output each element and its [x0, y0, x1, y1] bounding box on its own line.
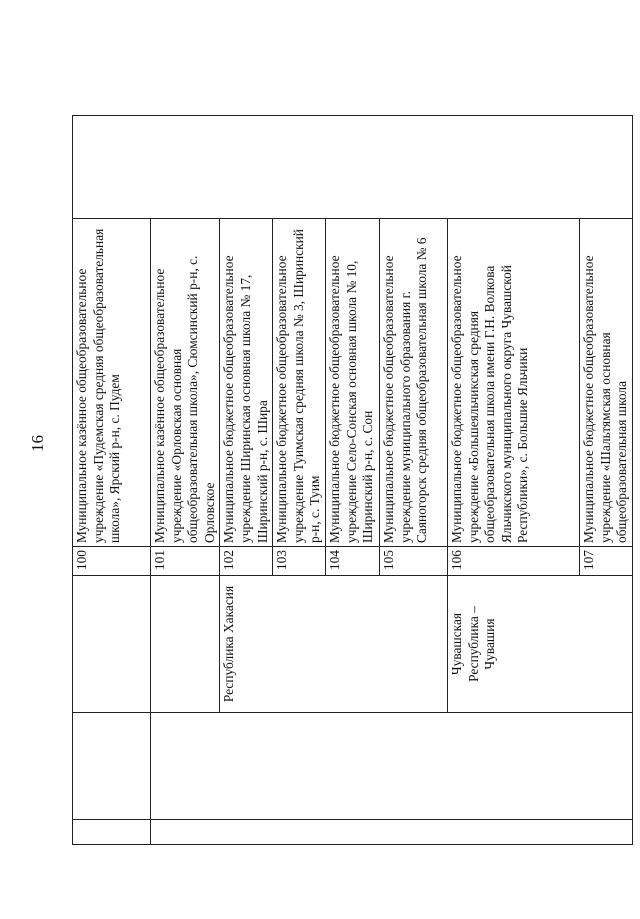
row-number: 102: [220, 547, 273, 576]
school-name: Муниципальное бюджетное общеобразовательное учреждение «Большеяльчикская средняя общеобразовательная школа имени Г.Н. Волкова Яльчикского муниципального округа Чувашской Республики», с. Большие Яльчики: [447, 219, 579, 547]
region-cell-prev: [151, 576, 220, 713]
region-cell-prev: [73, 576, 151, 713]
page-number: 16: [28, 435, 47, 452]
row-number: 107: [579, 547, 632, 576]
school-name: Муниципальное казённое общеобразовательное учреждение «Орловская основная общеобразовательная школа», Сюмсинский р-н, с. Орловское: [151, 219, 220, 547]
rotated-table-area: [72, 115, 630, 845]
school-name: Муниципальное бюджетное общеобразовательное учреждение Ширинская основная школа № 17, Ширинский р-н, с. Шира: [220, 219, 273, 547]
school-name: Муниципальное казённое общеобразовательное учреждение «Пудемская средняя общеобразовательная школа», Ярский р-н, с. Пудем: [73, 219, 151, 547]
row-number: 103: [273, 547, 326, 576]
school-name: Муниципальное бюджетное общеобразовательное учреждение муниципального образования г. Саяногорск средняя общеобразовательная школа № 6: [379, 219, 447, 547]
region-chuvashia: Чувашская Республика – Чувашия: [447, 576, 632, 713]
blank-cell: [73, 820, 151, 845]
blank-cell: [73, 116, 633, 219]
blank-cell: [73, 713, 151, 820]
region-khakassia: Республика Хакасия: [220, 576, 448, 713]
row-number: 104: [325, 547, 379, 576]
schools-table: [72, 115, 633, 845]
blank-cell: [151, 713, 633, 820]
school-name: Муниципальное бюджетное общеобразовательное учреждение «Шальтямская основная общеобразовательная школа: [579, 219, 632, 547]
row-number: 106: [447, 547, 579, 576]
table-row: [73, 116, 151, 845]
row-number: 101: [151, 547, 220, 576]
school-name: Муниципальное бюджетное общеобразовательное учреждение Село-Сонская основная школа № 10, Ширинский р-н, с. Сон: [325, 219, 379, 547]
row-number: 100: [73, 547, 151, 576]
row-number: 105: [379, 547, 447, 576]
school-name: Муниципальное бюджетное общеобразовательное учреждение Туимская средняя школа № 3, Ширинский р-н, с. Туим: [273, 219, 326, 547]
table-row: [151, 116, 220, 845]
blank-cell: [151, 820, 633, 845]
